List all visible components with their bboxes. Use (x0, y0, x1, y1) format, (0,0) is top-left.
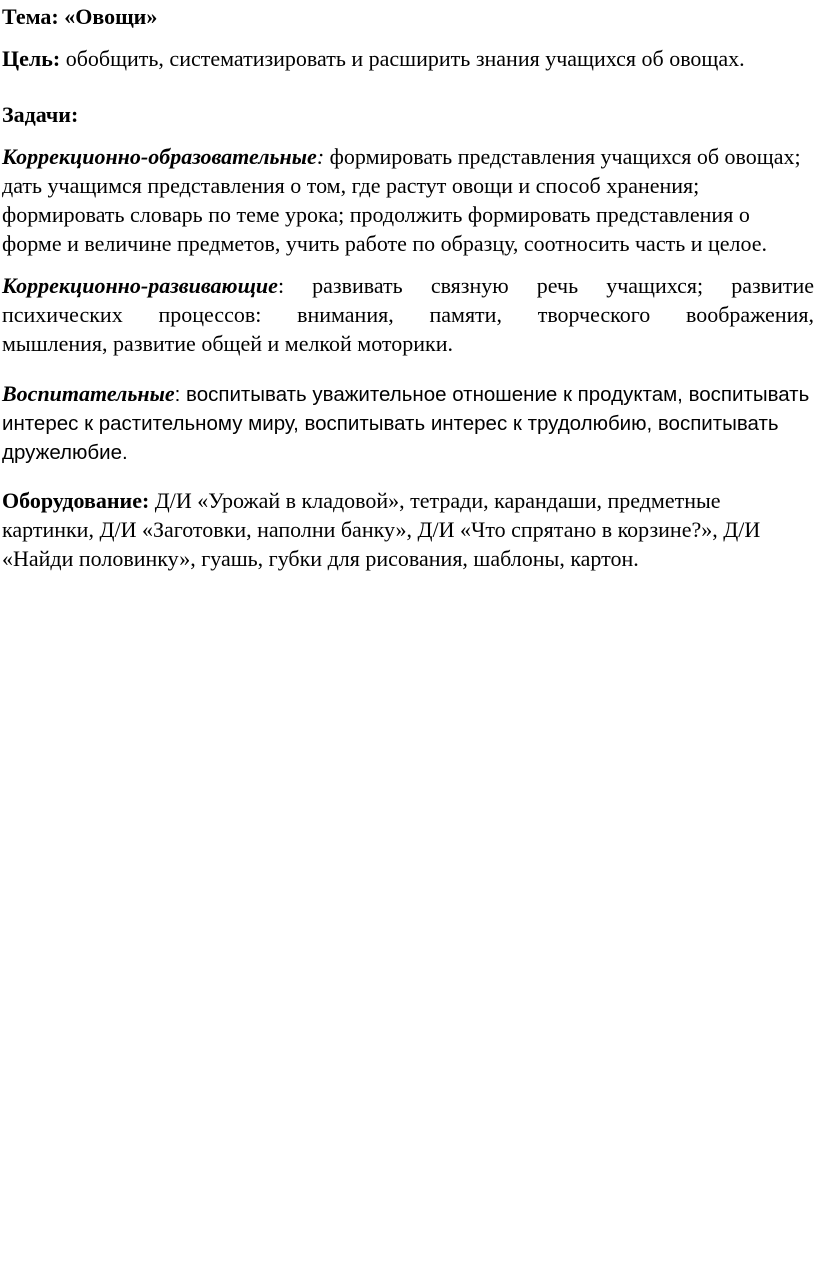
tasks-heading (2, 100, 814, 129)
goal-paragraph (2, 44, 814, 73)
upbringing-label: Воспитательные (2, 381, 175, 406)
corrective-developmental-label: Коррекционно-развивающие (2, 273, 278, 298)
corrective-educational-colon: : (316, 144, 325, 169)
tasks-heading-label: Задачи: (2, 102, 79, 127)
corrective-educational-label: Коррекционно-образовательные (2, 144, 317, 169)
corrective-educational-paragraph (2, 142, 814, 258)
corrective-developmental-line-1 (2, 271, 814, 300)
corrective-developmental-line-3 (2, 329, 814, 358)
corrective-developmental-text-3: мышления, развитие общей и мелкой моторики. (2, 331, 453, 356)
corrective-developmental-paragraph (2, 271, 814, 358)
upbringing-paragraph (2, 379, 814, 467)
upbringing-text: : воспитывать уважительное отношение к продуктам, воспитывать интерес к растительному миру, воспитывать интерес к трудолюбию, воспитывать дружелюбие. (2, 383, 810, 464)
equipment-text: Д/И «Урожай в кладовой», тетради, карандаши, предметные картинки, Д/И «Заготовки, наполни банку», Д/И «Что спрятано в корзине?», Д/И «Найди половинку», гуашь, губки для рисования, шаблоны, картон. (2, 488, 761, 571)
goal-label: Цель: (2, 46, 61, 71)
corrective-developmental-text-2: психических процессов: внимания, памяти, творческого воображения, (2, 302, 814, 327)
topic-label: Тема: «Овощи» (2, 4, 158, 29)
corrective-developmental-text-1: : развивать связную речь учащихся; развитие (277, 273, 814, 298)
topic-line (2, 2, 814, 31)
equipment-paragraph (2, 486, 814, 573)
goal-text: обобщить, систематизировать и расширить знания учащихся об овощах. (60, 46, 745, 71)
corrective-developmental-line-2 (2, 300, 814, 329)
corrective-educational-text: формировать представления учащихся об овощах; дать учащимся представления о том, где растут овощи и способ хранения; формировать словарь по теме урока; продолжить формировать представления о форме и величине предметов, учить работе по образцу, соотносить часть и целое. (2, 144, 801, 256)
equipment-label: Оборудование: (2, 488, 150, 513)
